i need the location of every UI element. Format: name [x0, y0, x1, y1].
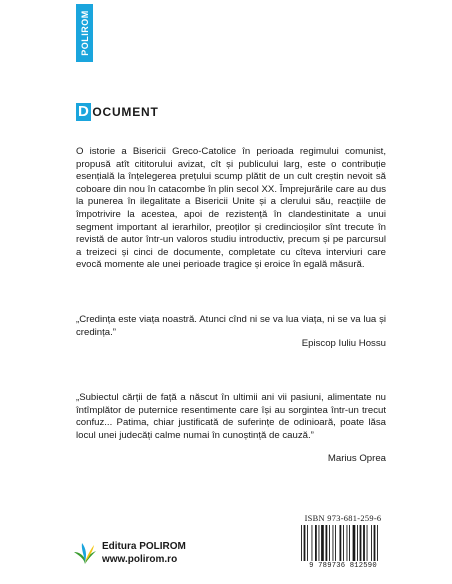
- series-title-initial: D: [78, 103, 90, 120]
- series-title-rest: OCUMENT: [92, 105, 159, 119]
- series-title: [76, 103, 159, 121]
- publisher-name: Editura POLIROM: [102, 541, 186, 552]
- blurb-paragraph: O istorie a Bisericii Greco-Catolice în perioada regimului comunist, propusă atît cititorului avizat, cît și publicului larg, este o contribuție esențială la înțelegerea prețului scump plătit de un cult creștin nevoit să coboare din nou în catacombe în plin secol XX. Împrejurările care au dus la punerea în ilegalitate a Bisericii Unite și a clerului său, reacțiile de împotrivire la acestea, apoi de rezistență în clandestinitate a unui segment important al ierarhilor, preoților și credincioșilor sînt trecute în revistă de autor într-un valoros studiu introductiv, precum și pe parcursul a treizeci și cinci de documente, completate cu cîteva interviuri care evocă momente ale unei perioade tragice și eroice în egală măsură.: [76, 146, 386, 271]
- spine-label: POLIROM: [79, 10, 90, 56]
- spine-tab: [76, 4, 93, 62]
- barcode-number: 9 789736 812590: [309, 562, 377, 570]
- quote-hossu: „Credința este viața noastră. Atunci cînd ni se va lua viața, ni se va lua și credința.”: [76, 314, 386, 338]
- polirom-logo-icon: [72, 540, 98, 566]
- quote-hossu-author: Episcop Iuliu Hossu: [301, 338, 386, 349]
- isbn-label: ISBN 973-681-259-6: [304, 514, 382, 523]
- quote-oprea-author: Marius Oprea: [327, 453, 386, 464]
- quote-oprea: „Subiectul cărții de față a născut în ultimii ani vii pasiuni, alimentate nu întîmplător de puternice resentimente care își au sorgintea într-un trecut confuz... Patima, chiar justificată de suferințe de odinioară, poate lăsa locul unei judecăți calme numai în cunoștință de cauză.”: [76, 392, 386, 441]
- publisher-url[interactable]: www.polirom.ro: [102, 554, 178, 565]
- barcode: [300, 525, 386, 565]
